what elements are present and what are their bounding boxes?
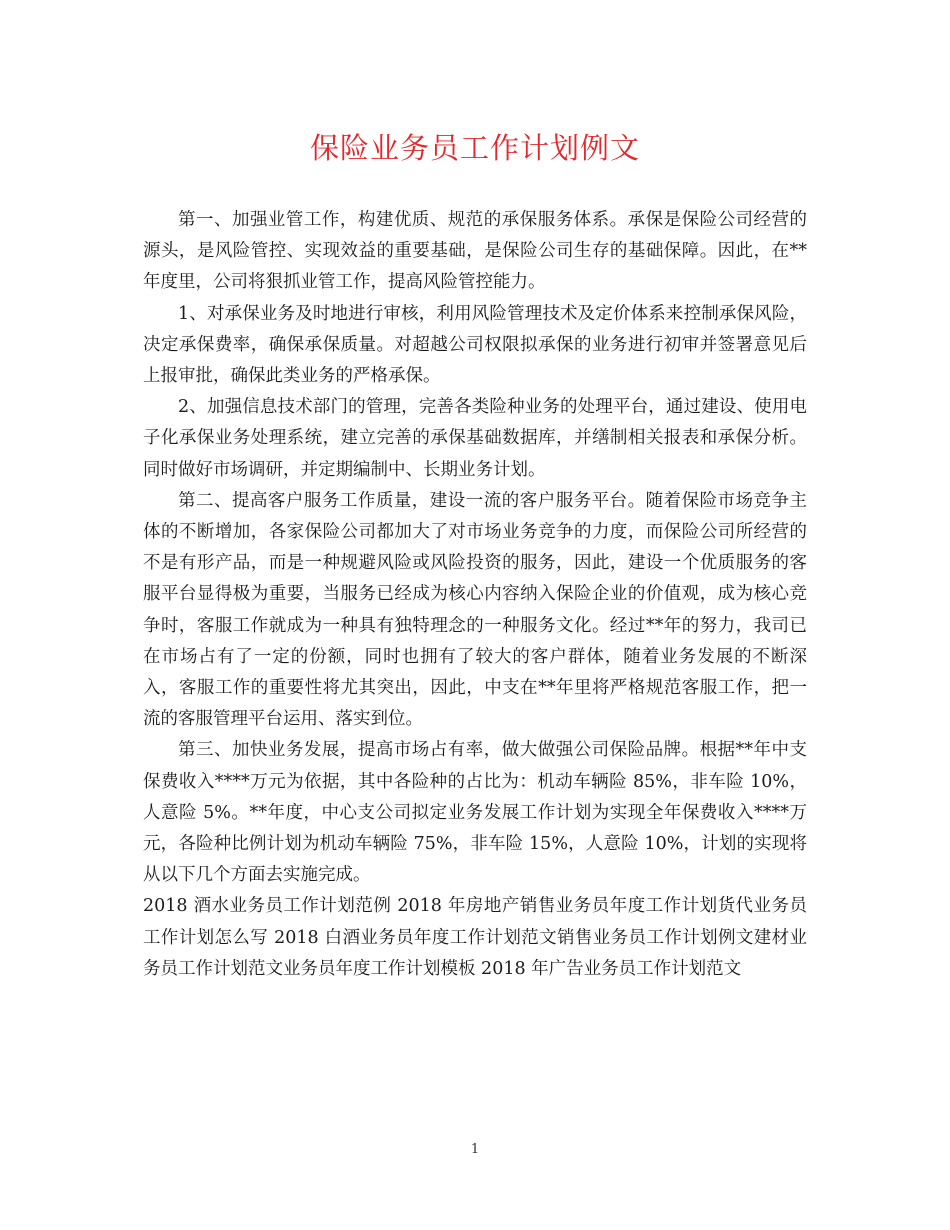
document-title: 保险业务员工作计划例文 — [309, 131, 640, 165]
paragraph-section-two: 第二、提高客户服务工作质量，建设一流的客户服务平台。随着保险市场竞争主体的不断增加，各家保险公司都加大了对市场业务竞争的力度，而保险公司所经营的不是有形产品，而是一种规避风险或风险投资的服务，因此，建设一个优质服务的客服平台显得极为重要，当服务已经成为核心内容纳入保险企业的价值观，成为核心竞争时，客服工作就成为一种具有独特理念的一种服务文化。经过**年的努力，我司已在市场占有了一定的份额，同时也拥有了较大的客户群体，随着业务发展的不断深入，客服工作的重要性将尤其突出，因此，中支在**年里将严格规范客服工作，把一流的客服管理平台运用、落实到位。 — [143, 490, 807, 730]
paragraph-item-two: 2、加强信息技术部门的管理，完善各类险种业务的处理平台，通过建设、使用电子化承保业务处理系统，建立完善的承保基础数据库，并缮制相关报表和承保分析。同时做好市场调研，并定期编制中、长期业务计划。 — [143, 397, 807, 480]
paragraph-item-one: 1、对承保业务及时地进行审核，利用风险管理技术及定价体系来控制承保风险，决定承保费率，确保承保质量。对超越公司权限拟承保的业务进行初审并签署意见后上报审批，确保此类业务的严格承保。 — [143, 303, 807, 387]
page-number: 1 — [470, 1142, 480, 1157]
paragraph-section-one: 第一、加强业管工作，构建优质、规范的承保服务体系。承保是保险公司经营的源头，是风险管控、实现效益的重要基础，是保险公司生存的基础保障。因此，在**年度里，公司将狠抓业管工作，提高风险管控能力。 — [143, 210, 807, 293]
related-articles-text: 2018 酒水业务员工作计划范例 2018 年房地产销售业务员年度工作计划货代业务员工作计划怎么写 2018 白酒业务员年度工作计划范文销售业务员工作计划例文建材业务员工作计划范文业务员年度工作计划模板 2018 年广告业务员工作计划范文 — [143, 896, 807, 979]
paragraph-section-three: 第三、加快业务发展，提高市场占有率，做大做强公司保险品牌。根据**年中支保费收入****万元为依据，其中各险种的占比为：机动车辆险 85%，非车险 10%，人意险 5%。**年度，中心支公司拟定业务发展工作计划为实现全年保费收入****万元，各险种比例计划为机动车辆险 75%，非车险 15%，人意险 10%，计划的实现将从以下几个方面去实施完成。 — [143, 740, 807, 886]
document-body — [143, 205, 807, 985]
